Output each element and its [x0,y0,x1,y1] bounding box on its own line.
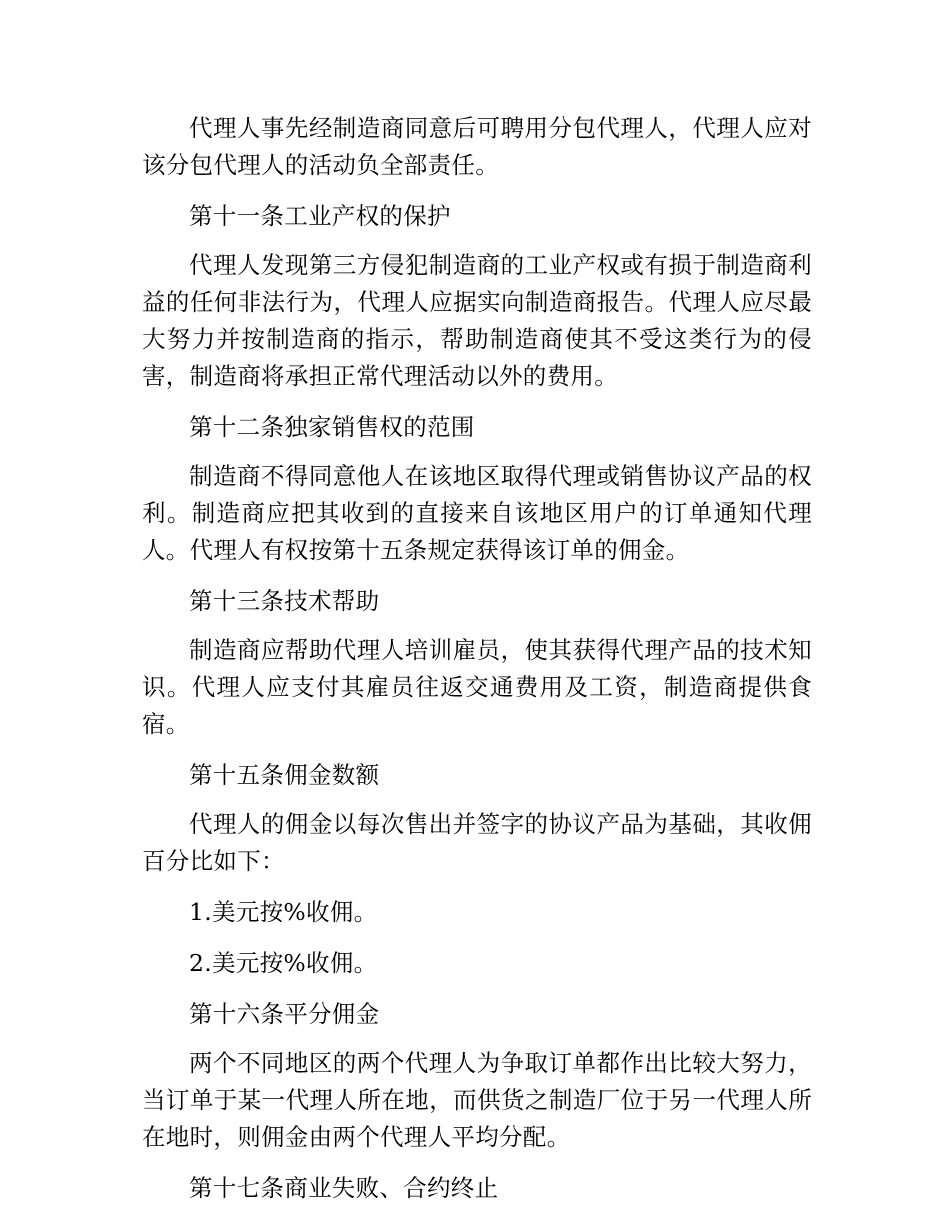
paragraph-technical-help: 制造商应帮助代理人培训雇员，使其获得代理产品的技术知识。代理人应支付其雇员往返交通费用及工资，制造商提供食宿。 [142,636,812,738]
list-item-commission-1: 1.美元按%收佣。 [189,898,378,926]
paragraph-industrial-property: 代理人发现第三方侵犯制造商的工业产权或有损于制造商利益的任何非法行为，代理人应据实向制造商报告。代理人应尽最大努力并按制造商的指示，帮助制造商使其不受这类行为的侵害，制造商将承担正常代理活动以外的费用。 [142,251,812,390]
heading-article-16: 第十六条平分佣金 [189,1000,380,1028]
heading-article-11: 第十一条工业产权的保护 [189,202,451,230]
heading-article-15: 第十五条佣金数额 [189,761,380,789]
heading-article-17: 第十七条商业失败、合约终止 [189,1174,499,1202]
paragraph-split-commission: 两个不同地区的两个代理人为争取订单都作出比较大努力，当订单于某一代理人所在地，而供货之制造厂位于另一代理人所在地时，则佣金由两个代理人平均分配。 [142,1049,812,1151]
paragraph-subagent: 代理人事先经制造商同意后可聘用分包代理人，代理人应对该分包代理人的活动负全部责任。 [142,114,812,179]
paragraph-commission-basis: 代理人的佣金以每次售出并签字的协议产品为基础，其收佣百分比如下： [142,810,812,875]
heading-article-12: 第十二条独家销售权的范围 [189,413,475,441]
heading-article-13: 第十三条技术帮助 [189,587,380,615]
paragraph-exclusive-sales: 制造商不得同意他人在该地区取得代理或销售协议产品的权利。制造商应把其收到的直接来自该地区用户的订单通知代理人。代理人有权按第十五条规定获得该订单的佣金。 [142,462,812,564]
document-body [142,110,812,1207]
list-item-commission-2: 2.美元按%收佣。 [189,949,378,977]
